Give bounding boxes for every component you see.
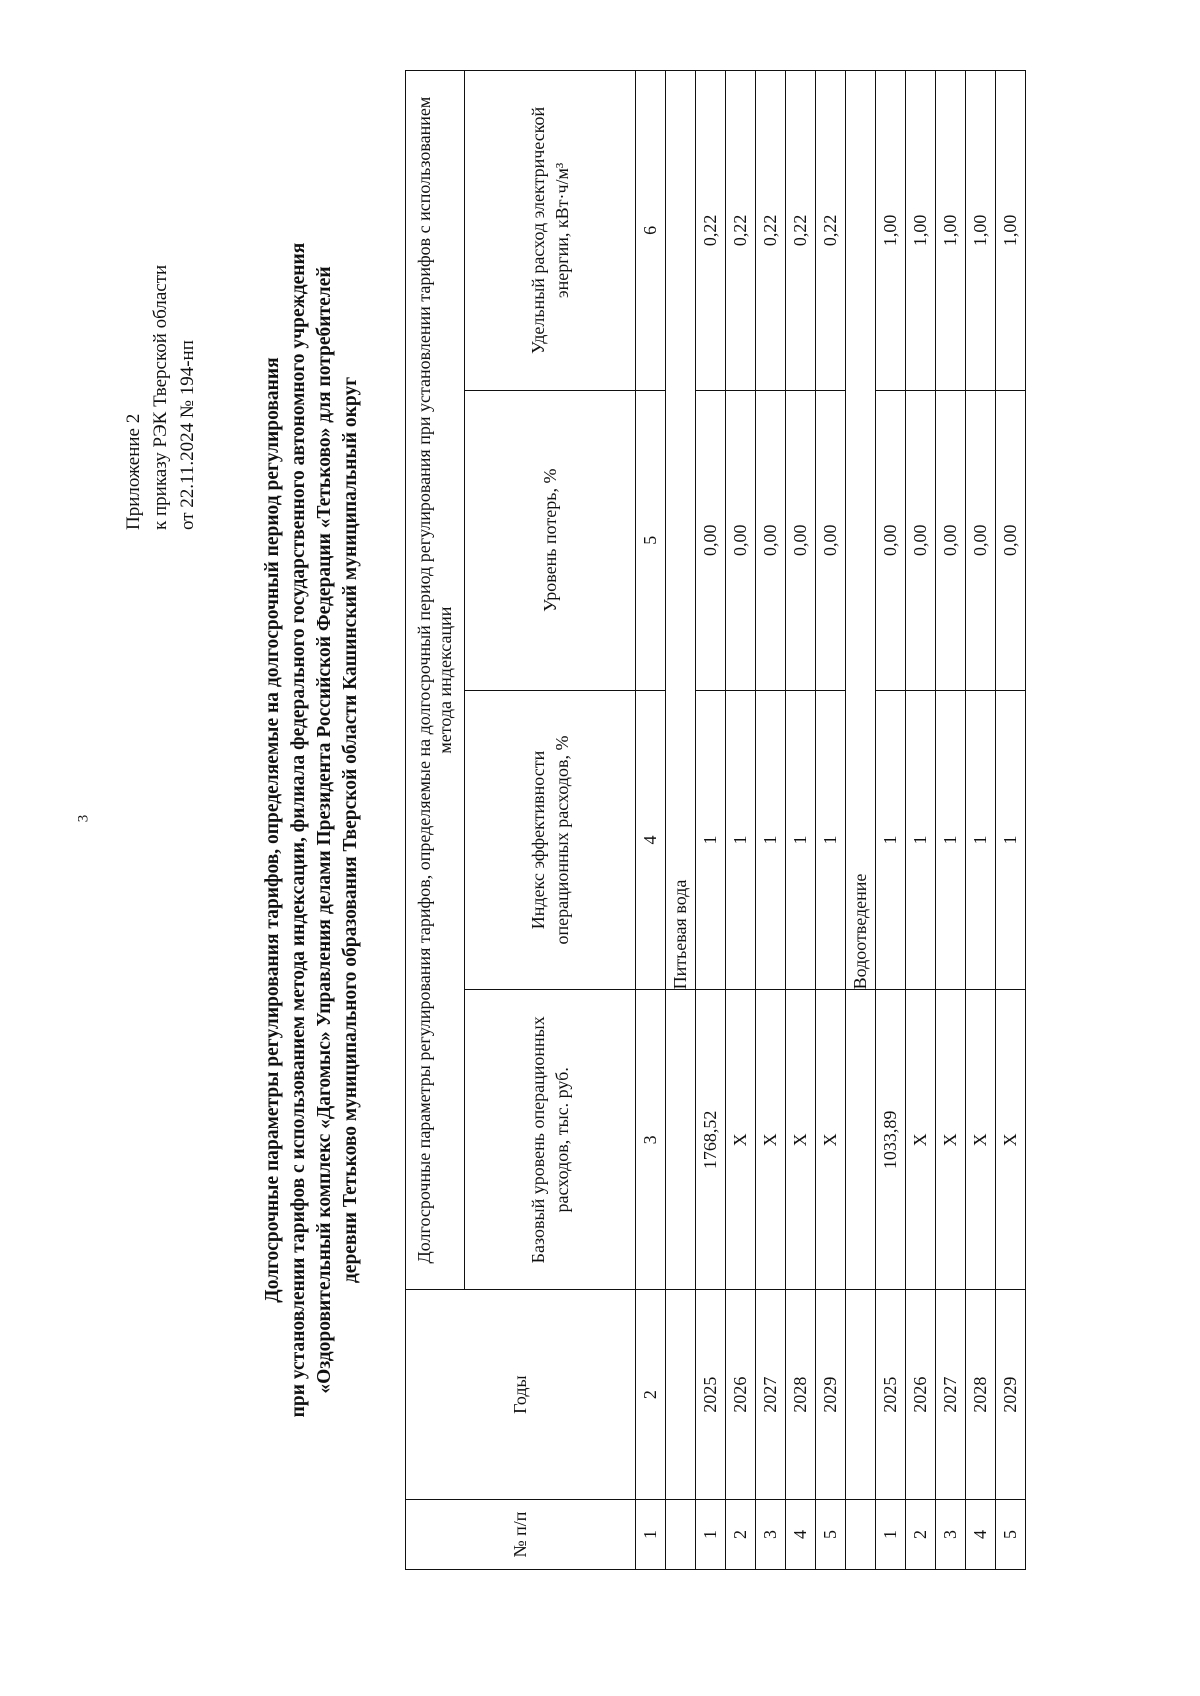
table-row: 2 2026 Х 1 0,00 1,00 <box>906 71 936 1570</box>
column-numbers-row <box>636 71 666 1570</box>
col-number: 1 <box>636 1500 666 1570</box>
table-row: 4 2028 Х 1 0,00 1,00 <box>966 71 996 1570</box>
col-number: 6 <box>636 71 666 391</box>
table-row: 3 2027 Х 1 0,00 1,00 <box>936 71 966 1570</box>
col-number: 3 <box>636 990 666 1290</box>
header-energy: Удельный расход электрической энергии, кВт·ч/м³ <box>465 71 636 391</box>
col-number: 4 <box>636 690 666 990</box>
col-number: 5 <box>636 390 666 690</box>
header-years: Годы <box>406 1290 636 1500</box>
document-title <box>260 80 364 1580</box>
table-row: 2 2026 Х 1 0,00 0,22 <box>726 71 756 1570</box>
section-title-sewerage: Водоотведение <box>846 71 876 990</box>
section-title-water: Питьевая вода <box>666 71 696 990</box>
appendix-line-2: к приказу РЭК Тверской области <box>150 264 171 530</box>
header-no: № п/п <box>406 1500 636 1570</box>
table-row: 3 2027 Х 1 0,00 0,22 <box>756 71 786 1570</box>
table-row: 1 2025 1033,89 1 0,00 1,00 <box>876 71 906 1570</box>
parameters-table <box>405 70 1026 1570</box>
title-line-4: деревни Тетьково муниципального образования Тверской области Кашинский муниципальный округ <box>340 376 361 1284</box>
table-row: 4 2028 Х 1 0,00 0,22 <box>786 71 816 1570</box>
title-line-2: при установлении тарифов с использованием метода индексации, филиала федерального государственного автономного учреждения <box>288 242 309 1418</box>
document-content <box>120 80 1120 1580</box>
page-number: 3 <box>75 814 92 823</box>
appendix-line-1: Приложение 2 <box>123 413 144 530</box>
appendix-block <box>120 265 201 530</box>
header-losses: Уровень потерь, % <box>465 390 636 690</box>
appendix-line-3: от 22.11.2024 № 194-нп <box>177 340 198 530</box>
col-number: 2 <box>636 1290 666 1500</box>
table-row: 5 2029 Х 1 0,00 1,00 <box>996 71 1026 1570</box>
table-row: 1 2025 1768,52 1 0,00 0,22 <box>696 71 726 1570</box>
header-efficiency-index: Индекс эффективности операционных расходов, % <box>465 690 636 990</box>
title-line-1: Долгосрочные параметры регулирования тарифов, определяемые на долгосрочный период регулирования <box>262 357 283 1303</box>
header-base-level: Базовый уровень операционных расходов, тыс. руб. <box>465 990 636 1290</box>
header-group: Долгосрочные параметры регулирования тарифов, определяемые на долгосрочный период регулирования при установлении тарифов с использованием метода индексации <box>406 71 465 1290</box>
title-line-3: «Оздоровительный комплекс «Дагомыс» Управления делами Президента Российской Федерации «Тетьково» для потребителей <box>314 266 335 1394</box>
table-row: 5 2029 Х 1 0,00 0,22 <box>816 71 846 1570</box>
